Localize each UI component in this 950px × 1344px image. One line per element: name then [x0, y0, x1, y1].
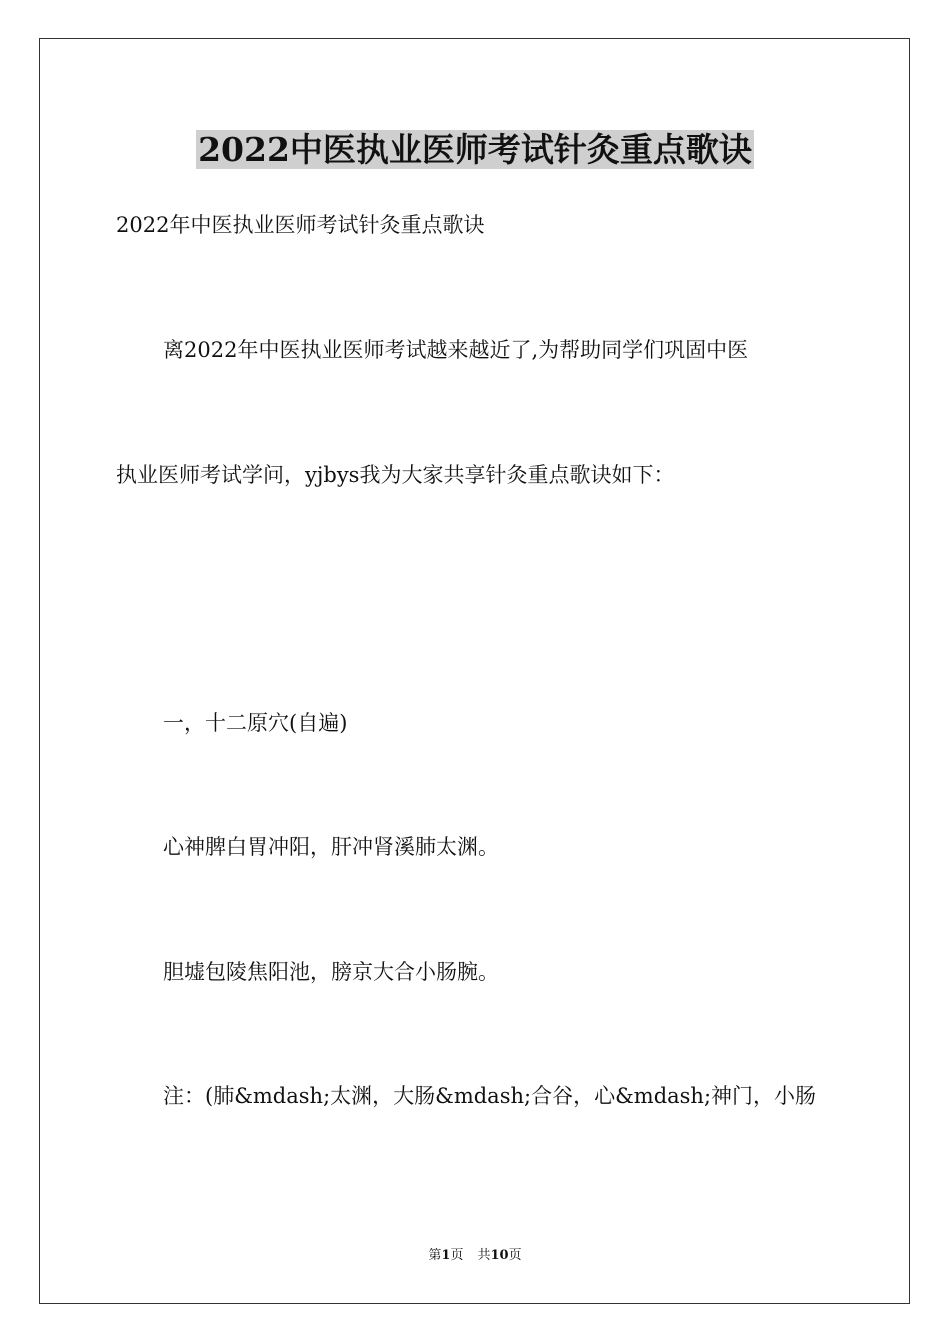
note-line: 注：(肺&mdash;太渊，大肠&mdash;合谷，心&mdash;神门，小肠 — [163, 1084, 817, 1108]
verse-line-1: 心神脾白胃冲阳，肝冲肾溪肺太渊。 — [163, 835, 499, 859]
footer-total-pages: 10 — [490, 1248, 509, 1263]
intro-paragraph-line-2: 执业医师考试学问，yjbys我为大家共享针灸重点歌诀如下： — [116, 463, 675, 487]
document-title-text: 2022中医执业医师考试针灸重点歌诀 — [198, 130, 752, 169]
footer-total-suffix: 页 — [508, 1248, 522, 1263]
footer-page-prefix: 第 — [428, 1248, 442, 1263]
verse-line-2: 胆墟包陵焦阳池，膀京大合小肠腕。 — [163, 960, 499, 984]
footer-page-number: 1 — [441, 1248, 451, 1263]
intro-paragraph-line-1: 离2022年中医执业医师考试越来越近了,为帮助同学们巩固中医 — [163, 338, 749, 362]
footer-page-suffix: 页 — [450, 1248, 464, 1263]
section-heading: 一，十二原穴(自遍) — [163, 711, 348, 735]
document-title — [0, 128, 950, 172]
page-footer — [0, 1247, 950, 1265]
footer-total-prefix: 共 — [477, 1248, 491, 1263]
document-subtitle: 2022年中医执业医师考试针灸重点歌诀 — [116, 213, 485, 237]
